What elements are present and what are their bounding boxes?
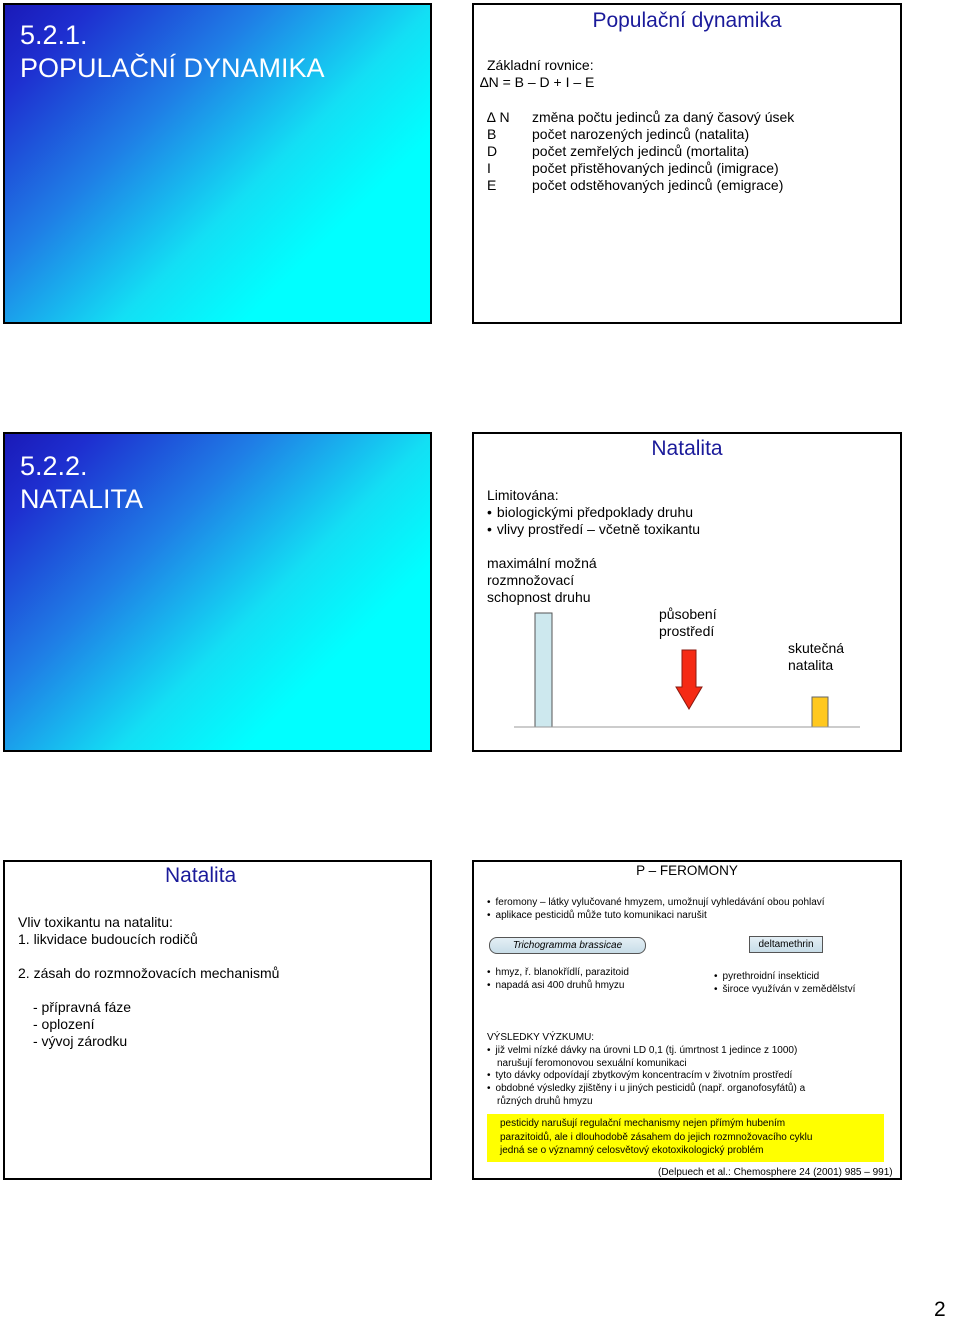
slide-heading: Natalita — [651, 437, 723, 460]
slide-heading: Populační dynamika — [592, 9, 782, 32]
slide-heading: P – FEROMONY — [636, 863, 738, 878]
highlight-line: jedná se o významný celosvětový ekotoxikologický problém — [500, 1145, 764, 1156]
subitem: - přípravná fáze — [33, 999, 132, 1015]
results-label: VÝSLEDKY VÝZKUMU: — [487, 1032, 595, 1043]
slide-populacni-dynamika-title — [3, 3, 432, 324]
slide-populacni-dynamika — [472, 3, 902, 324]
legend-symbol: E — [487, 177, 497, 193]
slide-natalita-diagram — [472, 432, 902, 752]
results-list — [487, 1045, 805, 1109]
slide-natalita-toxikant — [3, 860, 432, 1180]
top-bullet: • feromony – látky vylučované hmyzem, umožnují vyhledávání obou pohlaví — [487, 897, 825, 908]
subitem: - vývoj zárodku — [33, 1033, 128, 1049]
result-line: narušují feromonovou sexuální komunikaci — [497, 1057, 687, 1069]
citation: (Delpuech et al.: Chemosphere 24 (2001) 985 – 991) — [658, 1167, 893, 1178]
intro-text: Vliv toxikantu na natalitu: — [18, 914, 173, 930]
legend-symbol: D — [487, 143, 498, 159]
limit-bullet: • biologickými předpoklady druhu — [487, 504, 693, 520]
legend-text: počet odstěhovaných jedinců (emigrace) — [532, 177, 784, 193]
result-line: • již velmi nízké dávky na úrovni LD 0,1 (tj. úmrtnost 1 jedince z 1000) — [487, 1045, 805, 1058]
legend-row — [487, 126, 794, 143]
species-bullet: • napadá asi 400 druhů hmyzu — [487, 980, 625, 991]
label-line: natalita — [788, 657, 834, 673]
legend-row — [487, 143, 794, 160]
species-name: Trichogramma brassicae — [512, 940, 623, 951]
page-number: 2 — [934, 1298, 946, 1321]
label-line: maximální možná — [487, 555, 597, 571]
equation: ∆N = B – D + I – E — [480, 74, 595, 90]
chem-box — [749, 936, 823, 953]
label-line: prostředí — [659, 623, 715, 639]
bar-max-capacity — [535, 613, 552, 727]
legend-symbol: ∆ N — [487, 109, 510, 125]
slide-title: NATALITA — [20, 484, 144, 514]
slide-number: 5.2.1. — [20, 20, 88, 50]
legend-list — [487, 109, 794, 194]
species-box — [489, 937, 646, 954]
slide-number: 5.2.2. — [20, 451, 88, 481]
chem-name: deltamethrin — [758, 939, 814, 950]
label-line: rozmnožovací — [487, 572, 575, 588]
item-1: 1. likvidace budoucích rodičů — [18, 931, 198, 947]
chem-bullet: • široce využíván v zemědělství — [714, 984, 855, 995]
legend-row — [487, 109, 794, 126]
result-line: různých druhů hmyzu — [497, 1095, 593, 1107]
arrow-environment-icon — [676, 650, 702, 709]
subitem-list — [33, 999, 131, 1050]
bar-real-natality — [812, 697, 828, 727]
species-bullet: • hmyz, ř. blanokřídlí, parazitoid — [487, 967, 629, 978]
legend-text: počet přistěhovaných jedinců (imigrace) — [532, 160, 779, 176]
label-line: skutečná — [788, 640, 845, 656]
legend-symbol: I — [487, 160, 491, 176]
slide-title: POPULAČNÍ DYNAMIKA — [20, 53, 325, 83]
label-line: schopnost druhu — [487, 589, 591, 605]
subitem: - oplození — [33, 1016, 95, 1032]
legend-text: počet narozených jedinců (natalita) — [532, 126, 750, 142]
highlight-box — [487, 1114, 884, 1162]
natality-diagram — [474, 434, 900, 750]
legend-row — [487, 177, 794, 194]
limit-bullet: • vlivy prostředí – včetně toxikantu — [487, 521, 700, 537]
highlight-line: parazitoidů, ale i dlouhodobě zásahem do jejich rozmnožovacího cyklu — [500, 1131, 813, 1143]
slide-natalita-title — [3, 432, 432, 752]
equation-label: Základní rovnice: — [487, 57, 594, 73]
result-line: • obdobné výsledky zjištěny i u jiných pesticidů (např. organofosyfátů) a — [487, 1083, 805, 1096]
highlight-line: pesticidy narušují regulační mechanismy nejen přímým hubením — [500, 1118, 786, 1129]
item-2: 2. zásah do rozmnožovacích mechanismů — [18, 965, 280, 981]
top-bullet: • aplikace pesticidů může tuto komunikaci narušit — [487, 910, 707, 921]
slide-heading: Natalita — [165, 864, 237, 887]
limit-label: Limitována: — [487, 487, 559, 503]
result-line: • tyto dávky odpovídají zbytkovým koncentracím v životním prostředí — [487, 1070, 805, 1083]
legend-text: počet zemřelých jedinců (mortalita) — [532, 143, 750, 159]
legend-text: změna počtu jedinců za daný časový úsek — [532, 109, 795, 125]
label-line: působení — [659, 606, 717, 622]
slide-p-feromony — [472, 860, 902, 1180]
legend-symbol: B — [487, 126, 497, 142]
chem-bullet: • pyrethroidní insekticid — [714, 971, 819, 982]
legend-row — [487, 160, 794, 177]
